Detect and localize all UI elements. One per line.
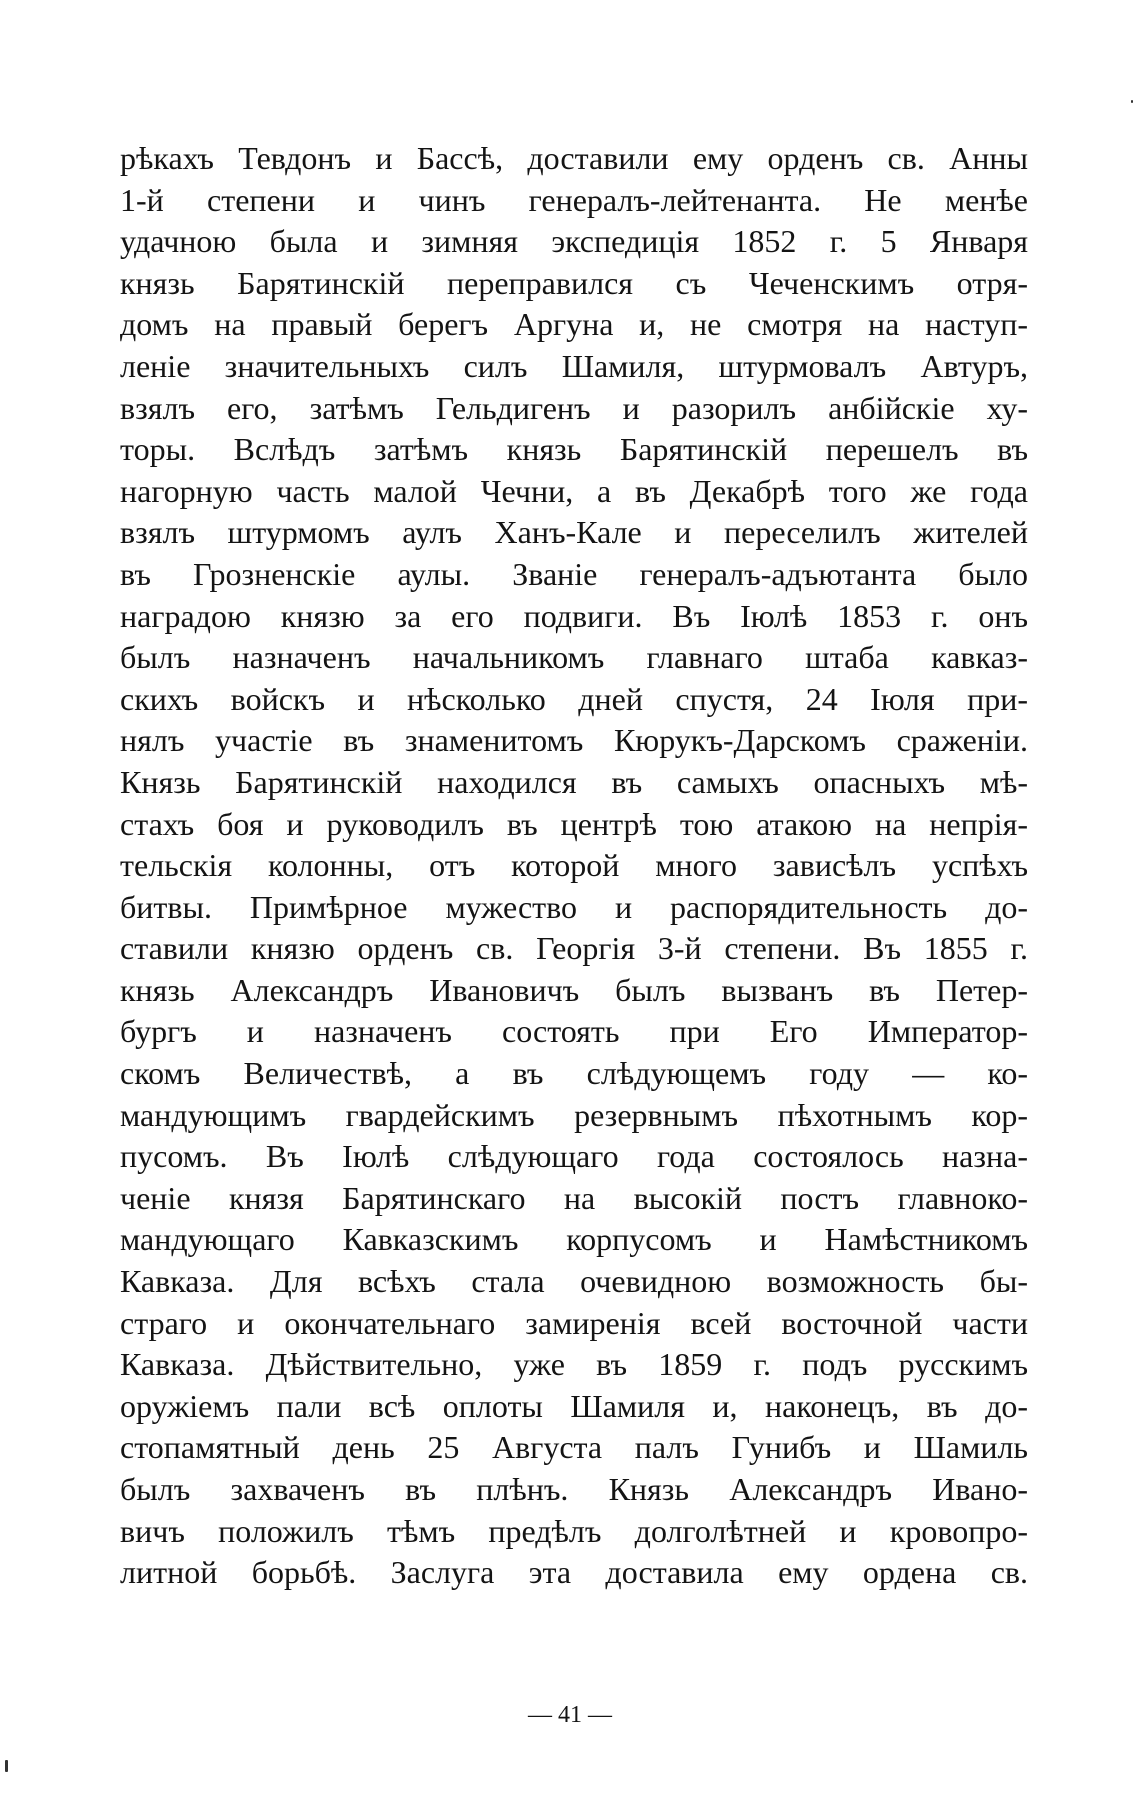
text-line: мандующаго Кавказскимъ корпусомъ и Намѣстникомъ <box>120 1221 1028 1258</box>
text-line: скомъ Величествѣ, а въ слѣдующемъ году — ко- <box>120 1055 1028 1092</box>
page-number: — 41 — <box>528 1702 612 1728</box>
text-line: Кавказа. Для всѣхъ стала очевидною возможность бы- <box>120 1263 1028 1300</box>
text-line: оружіемъ пали всѣ оплоты Шамиля и, наконецъ, въ до- <box>120 1387 1028 1424</box>
text-line: взялъ его, затѣмъ Гельдигенъ и разорилъ анбійскіе ху- <box>120 389 1028 426</box>
text-line: удачною была и зимняя экспедиція 1852 г. 5 Января <box>120 223 1028 260</box>
text-line: наградою князю за его подвиги. Въ Іюлѣ 1853 г. онъ <box>120 597 1028 634</box>
text-line: рѣкахъ Тевдонъ и Бассѣ, доставили ему орденъ св. Анны <box>120 140 1028 176</box>
text-line: ставили князю орденъ св. Георгія 3-й степени. Въ 1855 г. <box>120 930 1028 967</box>
text-line: скихъ войскъ и нѣсколько дней спустя, 24 Іюля при- <box>120 680 1028 717</box>
text-line: мандующимъ гвардейскимъ резервнымъ пѣхотнымъ кор- <box>120 1096 1028 1133</box>
text-line: князь Барятинскій переправился съ Чеченскимъ отря- <box>120 264 1028 301</box>
text-line: домъ на правый берегъ Аргуна и, не смотря на наступ- <box>120 306 1028 343</box>
scan-speck <box>5 1760 8 1772</box>
text-line: нялъ участіе въ знаменитомъ Кюрукъ-Дарскомъ сраженіи. <box>120 722 1028 759</box>
text-line: ченіе князя Барятинскаго на высокій постъ главноко- <box>120 1179 1028 1216</box>
text-line: литной борьбѣ. Заслуга эта доставила ему ордена св. <box>120 1554 1028 1591</box>
text-line: бургъ и назначенъ состоять при Его Император- <box>120 1013 1028 1050</box>
text-line: вичъ положилъ тѣмъ предѣлъ долголѣтней и кровопро- <box>120 1512 1028 1549</box>
text-line: взялъ штурмомъ аулъ Ханъ-Кале и переселилъ жителей <box>120 514 1028 551</box>
text-line: страго и окончательнаго замиренія всей восточной части <box>120 1304 1028 1341</box>
text-line: торы. Вслѣдъ затѣмъ князь Барятинскій перешелъ въ <box>120 431 1028 468</box>
text-line: битвы. Примѣрное мужество и распорядительность до- <box>120 888 1028 925</box>
text-line: Князь Барятинскій находился въ самыхъ опасныхъ мѣ- <box>120 763 1028 800</box>
text-line: стопамятный день 25 Августа палъ Гунибъ и Шамиль <box>120 1429 1028 1466</box>
text-line: нагорную часть малой Чечни, а въ Декабрѣ того же года <box>120 472 1028 509</box>
scan-speck <box>1131 100 1133 103</box>
text-line: Кавказа. Дѣйствительно, уже въ 1859 г. подъ русскимъ <box>120 1346 1028 1383</box>
text-line: былъ назначенъ начальникомъ главнаго штаба кавказ- <box>120 639 1028 676</box>
text-line: князь Александръ Ивановичъ былъ вызванъ въ Петер- <box>120 971 1028 1008</box>
text-line: былъ захваченъ въ плѣнъ. Князь Александръ Ивано- <box>120 1471 1028 1507</box>
text-line: стахъ боя и руководилъ въ центрѣ тою атакою на непрія- <box>120 805 1028 842</box>
text-line: тельскія колонны, отъ которой много зависѣлъ успѣхъ <box>120 847 1028 884</box>
text-line: леніе значительныхъ силъ Шамиля, штурмовалъ Автуръ, <box>120 347 1028 384</box>
text-line: въ Грозненскіе аулы. Званіе генералъ-адъютанта было <box>120 555 1028 592</box>
text-line: 1-й степени и чинъ генералъ-лейтенанта. Не менѣе <box>120 181 1028 218</box>
text-line: пусомъ. Въ Іюлѣ слѣдующаго года состоялось назна- <box>120 1138 1028 1175</box>
body-text <box>120 138 1028 1594</box>
